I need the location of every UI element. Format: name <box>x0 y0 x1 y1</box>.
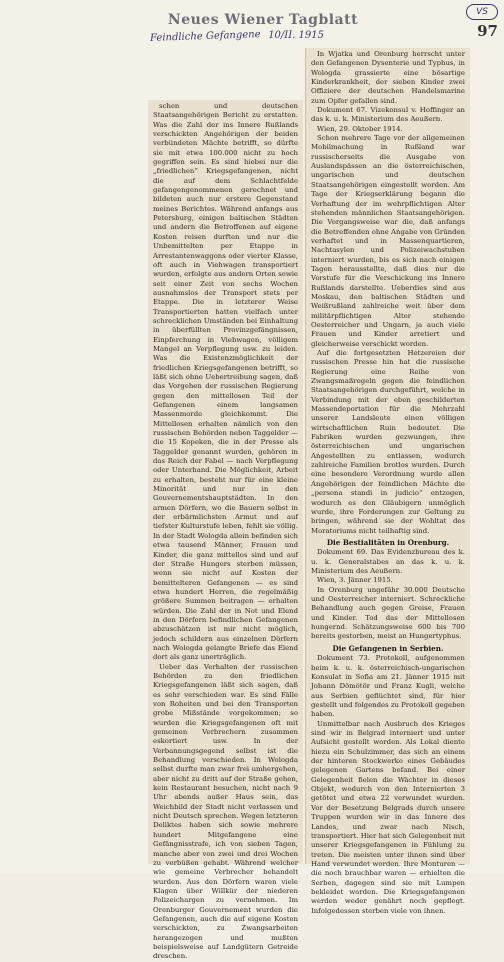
clipping-header <box>0 0 504 48</box>
article-paragraph: In Wjatka und Orenburg herrscht unter den Gefangenen Dysenterie und Typhus, in Wologda grassierte eine bösartige Kinderkrankheit, der sieben Kinder zwei Offiziere der deutschen Handelsmarine zum Opfer gefallen sind. <box>311 50 465 105</box>
newspaper-masthead: Neues Wiener Tagblatt <box>167 12 359 28</box>
archive-stamp: VS <box>466 4 498 20</box>
dateline: Wien, 3. Jänner 1915. <box>317 576 393 585</box>
section-title: Die Gefangenen in Serbien. <box>332 643 444 653</box>
article-paragraph: In Orenburg ungefähr 30.000 Deutsche und Oesterreicher interniert. Schreckliche Behandlung auch gegen Greise, Frauen und Kinder. Tod das der Mittellosen hungernd. Schätzungsweise 600 bis 700 bereits gestorben, meist an Hungertyphus. <box>311 585 465 641</box>
document-heading: Dokument 67. Vizekonsul v. Hoffinger an das k. u. k. Ministerium des Aeußern. <box>311 106 465 124</box>
handwritten-note: Feindliche Gefangene <box>149 29 261 44</box>
dateline: Wien, 29. Oktober 1914. <box>317 124 403 133</box>
article-paragraph: schen und deutschen Staatsangehörigen Bericht zu erstatten. Was die Zahl der ins Innere Rußlands verschickten Angehörigen der beiden verbündeten Mächte betrifft, so dürfte sie mit etwa 100.000 nicht zu hoch gegriffen sein. Es sind hiebei nur die „friedlichen“ Kriegsgefangenen, nicht die auf dem Schlachtfelde gefangengenommenen gerechnet und bildeten auch nur erstere Gegenstand meines Berichtes. Während anfangs aus Petersburg, einigen baltischen Städten und andern die Betroffenen auf eigene Kosten reisen durften und nur die Unbemittelten per Etappe in Arrestantenwaggons oder vierter Klasse, oft auch in Viehwagen transportiert wurden, erfolgte aus andern Orten sowie seit einer Zeit von sechs Wochen ausnahmslos der Transport stets per Etappe. Die in letzterer Weise Transportierten hatten vielfach unter schrecklichen Umständen bei Einhaltung in überfüllten Provinzgefängnissen, Einpferchung in Viehwagen, völligem Mangel an Verpflegung usw. zu leiden. Was die Existenzmöglichkeit der friedlichen Kriegsgefangenen betrifft, so läßt sich ohne Uebertreibung sagen, daß das Vorgehen der russischen Regierung gegen den mittellosen Teil der Gefangenen einem langsamen Massenmorde gleichkommt. Die Mittellosen erhalten nämlich von den russischen Behörden neben Taggelder — die 15 Kopeken, die in der Presse als Taggelder genannt wurden, gehören in das Reich der Fabel — nach Verpflegung oder Unterhand. Die Möglichkeit, Arbeit zu erhalten, besteht nur für eine kleine Minorität und nur in den Gouvernementshauptstädten. In den armen Dörfern, wo die Bauern selbst in der erbärmlichsten Armut und auf tiefster Kulturstufe leben, fehlt sie völlig. In der Stadt Wologda allein befinden sich etwa tausend Männer, Frauen und Kinder, die ganz mittellos sind und auf der Straße Hungers sterben müssen, wenn sie nicht auf Kosten der bemittelteren Gefangenen — es sind etwa hundert Herren, die regelmäßig größere Summen beitragen — erhalten würden. Die Zahl der in Not und Elend in den Dörfern befindlichen Gefangenen abzuschätzen ist mir nicht möglich, jedoch schildern aus einzelnen Dörfern nach Wologda gelangte Briefe das Elend dort als ganz unerträglich. <box>153 102 298 662</box>
section-title: Die Bestialitäten in Orenburg. <box>326 537 450 547</box>
handwritten-date: 10/II. 1915 <box>268 30 324 41</box>
document-heading: Dokument 69. Das Evidenzbureau des k. u. k. Generalstabes an das k. u. k. Ministerium des Aeußern. <box>311 548 465 576</box>
document-heading: Dokument 73. Protokoll, aufgenommen beim k. u. k. österreichisch-ungarischen Konsulat in Sofia am 21. Jänner 1915 mit Johann Dömötör und Franz Kugli, welche aus Serbien geflüchtet sind, für hier gestellt und folgendes zu Protokoll gegeben haben. <box>311 654 465 719</box>
left-clipping-column <box>148 100 303 961</box>
page-number: 97 <box>477 22 498 40</box>
article-paragraph: Schon mehrere Tage vor der allgemeinen Mobilmachung in Rußland war russischerseits die Ausgabe von Auslandspässen an die österreichischen, ungarischen und deutschen Staatsangehörigen eingestellt worden. Am Tage der Kriegserklärung begann die Verhaftung der im wehrpflichtigen Alter stehenden männlichen Staatsangehörigen. Die Vorgangsweise war die, daß anfangs die Betreffenden ohne Angabe von Gründen verhaftet und in Massenquartieren, Nachtasylen und Polizeiwachstuben interniert wurden, bis es sich nach einigen Tagen herausstellte, daß dies nur die Vorstufe für die Verschickung ins Innere Rußlands darstellte. Ueberdies sind aus Moskau, den baltischen Städten und Weißrußland zahlreiche weit über dem militärpflichtigen Alter stehende Oesterreicher und Ungarn, ja auch viele Frauen und Kinder arretiert und gleicherweise verschickt worden. <box>311 134 465 348</box>
article-paragraph: Auf die fortgesetzten Hetzereien der russischen Presse hin hat die russische Regierung eine Reihe von Zwangsmaßregeln gegen die feindlichen Staatsangehörigen durchgeführt, welche in Verbindung mit der eben geschilderten Massendeportation für die Mehrzahl unserer Landsleute einen völligen wirtschaftlichen Ruin bedeutet. Die Fabriken wurden gezwungen, ihre österreichischen und ungarischen Angestellten zu entlassen, wodurch zahlreiche Familien brotlos wurden. Durch eine besondere Verordnung wurde allen Angehörigen der feindlichen Mächte die „persona standi in judicio“ entzogen, wodurch es den Gläubigern unmöglich wurde, ihre Forderungen zur Geltung zu bringen, während sie der Wohltat des Moratoriums nicht teilhaftig sind. <box>311 349 465 535</box>
right-clipping-column <box>306 48 470 915</box>
article-paragraph: Unmittelbar nach Ausbruch des Krieges sind wir in Belgrad interniert und unter Aufsicht gestellt worden. Als Lokal diente hiezu ein Schulzimmer, das sich an einem der hinteren Stockwerke eines Gebäudes gelegenen Gartens befand. Bei einer Gelegenheit fielen die Wächter in dieses Objekt, wodurch von den Internierten 3 getötet und etwa 22 verwundet wurden. Vor der Besetzung Belgrads durch unsere Truppen wurden wir in das Innere des Landes, und zwar nach Nisch, transportiert. Hier hat sich Gelegenheit mit unserer Kriegsgefangenen in Fühlung zu treten. Die meisten unter ihnen sind über Hand verwundet worden. Ihre Monturen — die noch brauchbar waren — erhielten die Serben, dagegen sind sie mit Lumpen bekleidet worden. Die Kriegsgefangenen werden weder genährt noch gepflegt. Infolgedessen sterben viele von ihnen. <box>311 719 465 915</box>
article-paragraph: Ueber das Verhalten der russischen Behörden zu den friedlichen Kriegsgefangenen läßt sich sagen, daß es sehr verschieden war. Es sind Fälle von Roheiten und bei den Transporten grobe Mißstände vorgekommen; so wurden die Kriegsgefangenen oft mit gemeinen Verbrechern zusammen eskortiert usw. In der Verbannungsgegend selbst ist die Behandlung verschieden. In Wologda selbst durfte man zwar frei umhergehen, aber nicht zu dritt auf der Straße gehen, kein Restaurant besuchen, nicht nach 9 Uhr abends außer Haus sein, das Weichbild der Stadt nicht verlassen und nicht Deutsch sprechen. Wegen letzteren Deliktes haben sich sowie mehrere hundert Mitgefangene eine Gefängnisstrafe, ich von sieben Tagen, manche aber von zwei und drei Wochen zu verbüßen gehabt. Während welcher wie gemeine Verbrecher behandelt wurden. Aus den Dörfern waren viele Klagen über Willkür der niederen Polizeichargen zu vernehmen. Im Orenburger Gouvernement wurden die Gefangenen, auch die auf eigene Kosten verschickten, zu Zwangsarbeiten herangezogen und mußten beispielsweise auf Landgütern Getreide dreschen. <box>153 662 298 961</box>
